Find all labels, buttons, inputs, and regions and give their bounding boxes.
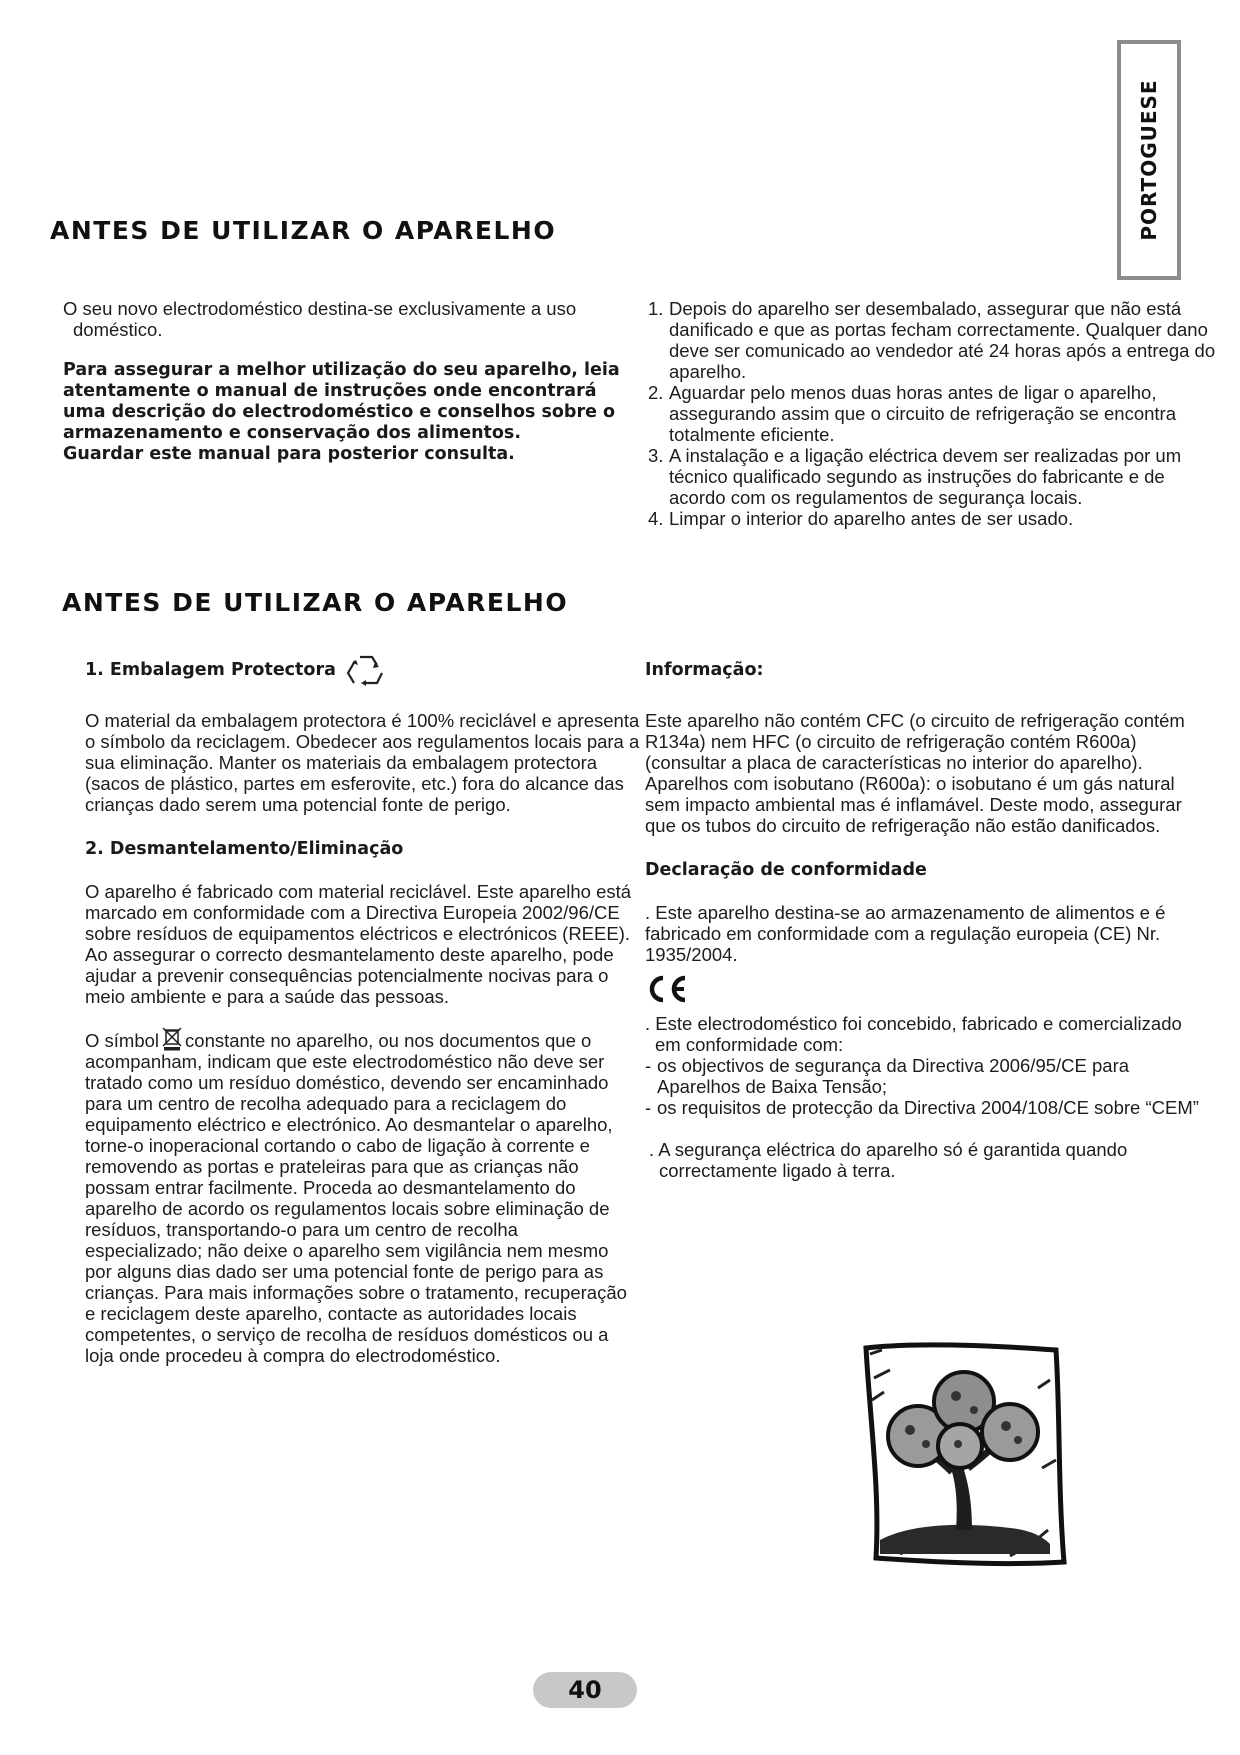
recycle-icon xyxy=(346,653,386,687)
disposal-text: O aparelho é fabricado com material reciclável. Este aparelho está marcado em conformidade com a Directiva Europeia 2002/96/CE sobre resíduos de equipamentos eléctricos e electrónicos (REEE). Ao assegurar o correcto desmantelamento deste aparelho, pode ajudar a prevenir consequências potencialmente nocivas para o meio ambiente e para a saúde das pessoas. xyxy=(85,881,632,1007)
disposal-heading: 2. Desmantelamento/Eliminação xyxy=(85,839,404,859)
conformity-text-directives: . Este electrodoméstico foi concebido, fabricado e comercializado em conformidade com: xyxy=(645,1013,1182,1055)
section1-title: ANTES DE UTILIZAR O APARELHO xyxy=(50,216,557,245)
language-tab xyxy=(1117,40,1181,280)
information-text: Este aparelho não contém CFC (o circuito de refrigeração contém R134a) nem HFC (o circuito de refrigeração contém R600a) (consultar a placa de características no interior do aparelho). Aparelhos com isobutano (R600a): o isobutano é um gás natural sem impacto ambiental mas é inflamável. Deste modo, assegurar que os tubos do circuito de refrigeração não estão danificados. xyxy=(645,710,1185,836)
list-item: - os objectivos de segurança da Directiva 2006/95/CE para Aparelhos de Baixa Tensão; xyxy=(645,1055,1130,1097)
list-item: 4. Limpar o interior do aparelho antes de ser usado. xyxy=(648,508,1074,529)
language-tab-label: PORTOGUESE xyxy=(1137,79,1161,241)
page-number: 40 xyxy=(533,1672,637,1708)
conformity-text-food: . Este aparelho destina-se ao armazenamento de alimentos e é fabricado em conformidade com a regulação europeia (CE) Nr. 1935/2004. xyxy=(645,902,1166,965)
section2-left-column xyxy=(85,652,640,1366)
electrical-safety-text: . A segurança eléctrica do aparelho só é garantida quando correctamente ligado à terra. xyxy=(649,1139,1128,1181)
bold-instructions: Para assegurar a melhor utilização do seu aparelho, leia atentamente o manual de instruções onde encontrará uma descrição do electrodoméstico e conselhos sobre o armazenamento e conservação dos alimentos. xyxy=(63,360,620,443)
section1-left-column xyxy=(63,298,638,465)
list-item: 1. Depois do aparelho ser desembalado, assegurar que não está danificado e que as portas fecham correctamente. Qualquer dano deve ser comunicado ao vendedor até 24 horas após a entrega do aparelho. xyxy=(648,298,1216,382)
directives-list xyxy=(645,1055,1205,1118)
ce-mark xyxy=(645,973,1205,1009)
ce-mark-icon xyxy=(645,973,691,1005)
section2-right-column xyxy=(645,652,1205,1181)
weee-text-start: O símbol xyxy=(85,1030,160,1051)
keep-manual-note: Guardar este manual para posterior consulta. xyxy=(63,444,515,464)
list-item: 2. Aguardar pelo menos duas horas antes de ligar o aparelho, assegurando assim que o circuito de refrigeração se encontra totalmente eficiente. xyxy=(648,382,1176,445)
packaging-heading: 1. Embalagem Protectora xyxy=(85,660,336,680)
packaging-text: O material da embalagem protectora é 100% reciclável e apresenta o símbolo da reciclagem. Obedecer aos regulamentos locais para a sua eliminação. Manter os materiais da embalagem protectora (sacos de plástico, partes em esferovite, etc.) fora do alcance das crianças dado serem uma potencial fonte de perigo. xyxy=(85,710,640,815)
setup-steps-list xyxy=(648,298,1223,529)
section2-title: ANTES DE UTILIZAR O APARELHO xyxy=(62,588,569,617)
information-heading: Informação: xyxy=(645,660,764,680)
packaging-heading-row xyxy=(85,652,640,688)
intro-text: O seu novo electrodoméstico destina-se exclusivamente a uso doméstico. xyxy=(63,298,577,340)
tree-illustration xyxy=(860,1340,1070,1570)
list-item: - os requisitos de protecção da Directiva 2004/108/CE sobre “CEM” xyxy=(645,1097,1199,1118)
weee-text-rest: constante no aparelho, ou nos documentos que o acompanham, indicam que este electrodoméstico não deve ser tratado como um resíduo doméstico, devendo ser encaminhado para um centro de recolha adequado para a reciclagem do equipamento eléctrico e electrónico. Ao desmantelar o aparelho, torne-o inoperacional cortando o cabo de ligação à corrente e removendo as portas e prateleiras para que as crianças não possam entrar facilmente. Proceda ao desmantelamento do aparelho de acordo os regulamentos locais sobre eliminação de resíduos, transportando-o para um centro de recolha especializado; não deixe o aparelho sem vigilância nem mesmo por alguns dias dado ser uma potencial fonte de perigo para as crianças. Para mais informações sobre o tratamento, recuperação e reciclagem deste aparelho, contacte as autoridades locais competentes, o serviço de recolha de resíduos domésticos ou a loja onde procedeu à compra do electrodoméstico. xyxy=(85,1030,627,1366)
conformity-heading: Declaração de conformidade xyxy=(645,860,927,880)
weee-text xyxy=(85,1027,640,1366)
weee-bin-icon xyxy=(161,1027,183,1051)
list-item: 3. A instalação e a ligação eléctrica devem ser realizadas por um técnico qualificado segundo as instruções do fabricante e de acordo com os regulamentos de segurança locais. xyxy=(648,445,1182,508)
